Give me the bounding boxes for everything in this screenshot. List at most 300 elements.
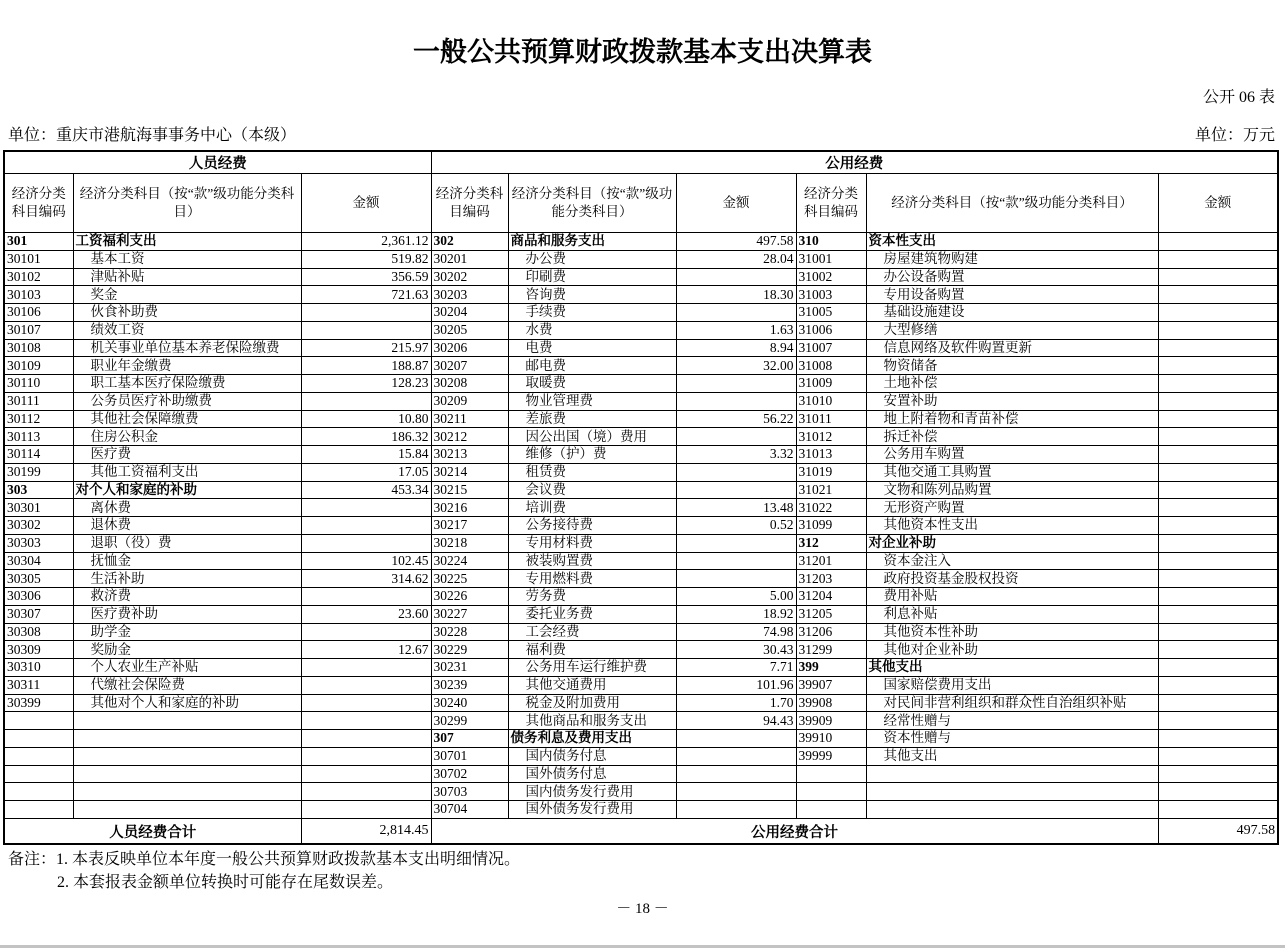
code-cell: 30308 [4, 623, 73, 641]
amount-cell [1158, 801, 1278, 819]
col-header-amount-3: 金额 [1158, 174, 1278, 233]
code-cell: 39909 [796, 712, 866, 730]
subject-cell: 国外债务付息 [508, 765, 676, 783]
amount-cell [676, 747, 796, 765]
subject-cell: 经常性赠与 [866, 712, 1158, 730]
col-header-code-2: 经济分类科目编码 [431, 174, 508, 233]
code-cell: 39907 [796, 676, 866, 694]
code-cell [796, 783, 866, 801]
code-cell: 30206 [431, 339, 508, 357]
amount-cell [1158, 304, 1278, 322]
code-cell: 30301 [4, 499, 73, 517]
code-cell: 30106 [4, 304, 73, 322]
amount-cell [1158, 250, 1278, 268]
subject-cell: 其他交通费用 [508, 676, 676, 694]
subject-cell: 其他支出 [866, 747, 1158, 765]
subject-cell [73, 801, 301, 819]
subject-cell: 其他社会保障缴费 [73, 410, 301, 428]
amount-cell: 188.87 [301, 357, 431, 375]
subject-cell [73, 730, 301, 748]
subject-cell: 专用材料费 [508, 534, 676, 552]
amount-cell [1158, 517, 1278, 535]
subject-cell: 委托业务费 [508, 605, 676, 623]
subject-cell: 债务利息及费用支出 [508, 730, 676, 748]
code-cell: 30101 [4, 250, 73, 268]
code-cell: 31008 [796, 357, 866, 375]
code-cell: 30307 [4, 605, 73, 623]
subject-cell: 工会经费 [508, 623, 676, 641]
code-cell [4, 765, 73, 783]
amount-cell [301, 623, 431, 641]
page-number: － 18 － [616, 901, 669, 917]
amount-cell [301, 801, 431, 819]
code-cell: 302 [431, 233, 508, 251]
subject-cell [866, 783, 1158, 801]
code-cell: 31003 [796, 286, 866, 304]
amount-cell: 94.43 [676, 712, 796, 730]
subject-cell: 水费 [508, 321, 676, 339]
subject-cell: 其他支出 [866, 659, 1158, 677]
code-cell: 30201 [431, 250, 508, 268]
code-cell: 39908 [796, 694, 866, 712]
subject-cell: 土地补偿 [866, 375, 1158, 393]
amount-cell: 5.00 [676, 588, 796, 606]
subject-cell: 其他对企业补助 [866, 641, 1158, 659]
amount-cell: 18.30 [676, 286, 796, 304]
subject-cell: 资本性支出 [866, 233, 1158, 251]
code-cell: 31009 [796, 375, 866, 393]
subject-cell [866, 765, 1158, 783]
subject-cell: 个人农业生产补贴 [73, 659, 301, 677]
subject-cell: 手续费 [508, 304, 676, 322]
table-row [4, 410, 1278, 428]
amount-cell: 356.59 [301, 268, 431, 286]
public-group-header: 公用经费 [431, 151, 1278, 174]
amount-cell [1158, 783, 1278, 801]
personnel-total-amount: 2,814.45 [301, 818, 431, 844]
amount-cell: 215.97 [301, 339, 431, 357]
code-cell: 31002 [796, 268, 866, 286]
col-header-subject-3: 经济分类科目（按“款”级功能分类科目） [866, 174, 1158, 233]
subject-cell: 机关事业单位基本养老保险缴费 [73, 339, 301, 357]
code-cell: 30204 [431, 304, 508, 322]
subject-cell: 对个人和家庭的补助 [73, 481, 301, 499]
code-cell: 30227 [431, 605, 508, 623]
code-cell: 31007 [796, 339, 866, 357]
amount-cell: 30.43 [676, 641, 796, 659]
amount-cell: 32.00 [676, 357, 796, 375]
table-row [4, 357, 1278, 375]
table-row [4, 499, 1278, 517]
amount-cell [676, 570, 796, 588]
code-cell: 30207 [431, 357, 508, 375]
subject-cell: 拆迁补偿 [866, 428, 1158, 446]
subject-cell: 物业管理费 [508, 392, 676, 410]
amount-cell [301, 517, 431, 535]
subject-cell: 安置补助 [866, 392, 1158, 410]
subject-cell: 费用补贴 [866, 588, 1158, 606]
amount-cell [676, 428, 796, 446]
amount-cell [301, 304, 431, 322]
table-row [4, 712, 1278, 730]
expenditure-table [3, 150, 1279, 845]
amount-cell [1158, 375, 1278, 393]
col-header-amount-2: 金额 [676, 174, 796, 233]
subject-cell: 绩效工资 [73, 321, 301, 339]
amount-cell [1158, 730, 1278, 748]
subject-cell: 基本工资 [73, 250, 301, 268]
notes-block [8, 848, 520, 894]
code-cell: 30199 [4, 463, 73, 481]
code-cell: 31299 [796, 641, 866, 659]
amount-cell: 18.92 [676, 605, 796, 623]
amount-cell [1158, 765, 1278, 783]
subject-cell: 职业年金缴费 [73, 357, 301, 375]
subject-cell: 培训费 [508, 499, 676, 517]
subject-cell: 大型修缮 [866, 321, 1158, 339]
code-cell: 30208 [431, 375, 508, 393]
subject-cell: 离休费 [73, 499, 301, 517]
subject-cell: 助学金 [73, 623, 301, 641]
code-cell: 39999 [796, 747, 866, 765]
table-row [4, 570, 1278, 588]
subject-cell [73, 712, 301, 730]
subject-cell: 办公设备购置 [866, 268, 1158, 286]
subject-cell: 退休费 [73, 517, 301, 535]
page-title: 一般公共预算财政拨款基本支出决算表 [413, 37, 872, 67]
code-cell: 30212 [431, 428, 508, 446]
subject-cell: 咨询费 [508, 286, 676, 304]
code-cell: 30306 [4, 588, 73, 606]
code-cell: 312 [796, 534, 866, 552]
subject-cell: 因公出国（境）费用 [508, 428, 676, 446]
code-cell: 30305 [4, 570, 73, 588]
subject-cell: 基础设施建设 [866, 304, 1158, 322]
amount-cell: 101.96 [676, 676, 796, 694]
subject-cell: 劳务费 [508, 588, 676, 606]
amount-cell [301, 499, 431, 517]
subject-cell: 房屋建筑物购建 [866, 250, 1158, 268]
note-line-2: 2. 本套报表金额单位转换时可能存在尾数误差。 [57, 874, 394, 891]
code-cell: 30209 [431, 392, 508, 410]
subject-cell: 地上附着物和青苗补偿 [866, 410, 1158, 428]
amount-cell: 28.04 [676, 250, 796, 268]
subject-cell: 无形资产购置 [866, 499, 1158, 517]
code-cell [4, 747, 73, 765]
amount-cell: 497.58 [676, 233, 796, 251]
amount-cell [1158, 552, 1278, 570]
subject-cell [866, 801, 1158, 819]
amount-cell: 23.60 [301, 605, 431, 623]
subject-cell: 奖励金 [73, 641, 301, 659]
amount-cell: 186.32 [301, 428, 431, 446]
subject-cell: 专用燃料费 [508, 570, 676, 588]
code-cell: 31005 [796, 304, 866, 322]
subject-cell [73, 747, 301, 765]
code-cell: 399 [796, 659, 866, 677]
amount-cell [1158, 481, 1278, 499]
code-cell: 30239 [431, 676, 508, 694]
subject-cell: 资本金注入 [866, 552, 1158, 570]
table-row [4, 747, 1278, 765]
subject-cell: 生活补助 [73, 570, 301, 588]
table-row [4, 517, 1278, 535]
amount-cell [301, 765, 431, 783]
code-cell: 30113 [4, 428, 73, 446]
code-cell: 30216 [431, 499, 508, 517]
subject-cell: 伙食补助费 [73, 304, 301, 322]
code-cell: 31201 [796, 552, 866, 570]
amount-cell [1158, 321, 1278, 339]
subject-cell: 专用设备购置 [866, 286, 1158, 304]
totals-row [4, 818, 1278, 844]
amount-cell: 12.67 [301, 641, 431, 659]
subject-cell: 国内债务发行费用 [508, 783, 676, 801]
code-cell: 30108 [4, 339, 73, 357]
amount-cell [1158, 605, 1278, 623]
amount-cell: 2,361.12 [301, 233, 431, 251]
subject-cell: 其他工资福利支出 [73, 463, 301, 481]
subject-cell: 福利费 [508, 641, 676, 659]
amount-cell: 102.45 [301, 552, 431, 570]
code-cell: 307 [431, 730, 508, 748]
table-row [4, 233, 1278, 251]
table-row [4, 428, 1278, 446]
code-cell: 30109 [4, 357, 73, 375]
amount-cell [1158, 676, 1278, 694]
amount-cell [1158, 392, 1278, 410]
amount-cell [676, 730, 796, 748]
table-row [4, 588, 1278, 606]
subject-cell: 印刷费 [508, 268, 676, 286]
code-cell: 30217 [431, 517, 508, 535]
amount-cell: 3.32 [676, 446, 796, 464]
group-header-row [4, 151, 1278, 174]
amount-cell: 453.34 [301, 481, 431, 499]
amount-cell [301, 321, 431, 339]
col-header-code-3: 经济分类科目编码 [796, 174, 866, 233]
code-cell: 39910 [796, 730, 866, 748]
code-cell: 31010 [796, 392, 866, 410]
amount-cell: 1.70 [676, 694, 796, 712]
code-cell: 30114 [4, 446, 73, 464]
amount-cell [1158, 463, 1278, 481]
subject-cell: 其他资本性补助 [866, 623, 1158, 641]
amount-cell: 8.94 [676, 339, 796, 357]
table-code-label: 公开 06 表 [1202, 89, 1275, 106]
code-cell: 31205 [796, 605, 866, 623]
subject-cell: 政府投资基金股权投资 [866, 570, 1158, 588]
subject-cell: 会议费 [508, 481, 676, 499]
code-cell [4, 801, 73, 819]
public-total-label: 公用经费合计 [431, 818, 1158, 844]
note-line-1: 备注：1. 本表反映单位本年度一般公共预算财政拨款基本支出明细情况。 [8, 851, 521, 868]
amount-cell [301, 730, 431, 748]
amount-cell: 17.05 [301, 463, 431, 481]
amount-cell [676, 534, 796, 552]
amount-cell: 13.48 [676, 499, 796, 517]
code-cell [4, 730, 73, 748]
subject-cell: 租赁费 [508, 463, 676, 481]
table-row [4, 286, 1278, 304]
subject-cell: 文物和陈列品购置 [866, 481, 1158, 499]
table-row [4, 676, 1278, 694]
table-row [4, 641, 1278, 659]
code-cell [796, 765, 866, 783]
code-cell: 31204 [796, 588, 866, 606]
subject-cell: 国内债务付息 [508, 747, 676, 765]
code-cell: 30225 [431, 570, 508, 588]
amount-cell: 74.98 [676, 623, 796, 641]
table-row [4, 250, 1278, 268]
subject-cell: 税金及附加费用 [508, 694, 676, 712]
table-row [4, 694, 1278, 712]
code-cell: 30311 [4, 676, 73, 694]
code-cell [796, 801, 866, 819]
subject-cell: 对企业补助 [866, 534, 1158, 552]
subject-cell: 退职（役）费 [73, 534, 301, 552]
table-row [4, 463, 1278, 481]
table-row [4, 765, 1278, 783]
amount-cell: 7.71 [676, 659, 796, 677]
subject-cell: 公务接待费 [508, 517, 676, 535]
col-header-code-1: 经济分类科目编码 [4, 174, 73, 233]
subject-cell: 电费 [508, 339, 676, 357]
amount-cell [301, 659, 431, 677]
amount-cell [1158, 233, 1278, 251]
table-row [4, 605, 1278, 623]
amount-cell [301, 694, 431, 712]
personnel-group-header: 人员经费 [4, 151, 431, 174]
subject-cell: 其他商品和服务支出 [508, 712, 676, 730]
subject-cell: 利息补贴 [866, 605, 1158, 623]
amount-cell [676, 783, 796, 801]
table-row [4, 446, 1278, 464]
subject-cell: 抚恤金 [73, 552, 301, 570]
subject-cell [73, 765, 301, 783]
amount-cell: 15.84 [301, 446, 431, 464]
code-cell: 30202 [431, 268, 508, 286]
code-cell: 31006 [796, 321, 866, 339]
code-cell [4, 712, 73, 730]
code-cell: 30102 [4, 268, 73, 286]
amount-cell [1158, 268, 1278, 286]
code-cell: 30213 [431, 446, 508, 464]
table-row [4, 730, 1278, 748]
table-row [4, 659, 1278, 677]
code-cell: 31022 [796, 499, 866, 517]
amount-cell [301, 676, 431, 694]
subject-cell: 救济费 [73, 588, 301, 606]
subject-cell: 奖金 [73, 286, 301, 304]
code-cell: 30205 [431, 321, 508, 339]
code-cell: 30214 [431, 463, 508, 481]
code-cell: 30110 [4, 375, 73, 393]
amount-cell [301, 783, 431, 801]
org-unit-label: 单位：重庆市港航海事事务中心（本级） [8, 127, 297, 144]
subject-cell: 医疗费补助 [73, 605, 301, 623]
subject-cell: 职工基本医疗保险缴费 [73, 375, 301, 393]
code-cell: 31013 [796, 446, 866, 464]
code-cell: 30704 [431, 801, 508, 819]
amount-cell [676, 463, 796, 481]
amount-cell [1158, 446, 1278, 464]
code-cell: 31021 [796, 481, 866, 499]
amount-cell [301, 392, 431, 410]
subject-cell: 商品和服务支出 [508, 233, 676, 251]
code-cell: 30215 [431, 481, 508, 499]
col-header-subject-1: 经济分类科目（按“款”级功能分类科目） [73, 174, 301, 233]
amount-cell [1158, 694, 1278, 712]
column-header-row [4, 174, 1278, 233]
amount-cell: 519.82 [301, 250, 431, 268]
code-cell: 303 [4, 481, 73, 499]
subject-cell: 物资储备 [866, 357, 1158, 375]
subject-cell [73, 783, 301, 801]
code-cell: 31203 [796, 570, 866, 588]
subject-cell: 医疗费 [73, 446, 301, 464]
code-cell: 31012 [796, 428, 866, 446]
amount-cell [301, 747, 431, 765]
amount-cell [301, 588, 431, 606]
amount-cell [1158, 747, 1278, 765]
subject-cell: 差旅费 [508, 410, 676, 428]
amount-cell [1158, 712, 1278, 730]
amount-cell [1158, 428, 1278, 446]
amount-cell: 1.63 [676, 321, 796, 339]
table-row [4, 801, 1278, 819]
code-cell: 310 [796, 233, 866, 251]
amount-cell [676, 765, 796, 783]
money-unit-label: 单位：万元 [1194, 127, 1275, 144]
amount-cell [1158, 357, 1278, 375]
subject-cell: 其他资本性支出 [866, 517, 1158, 535]
code-cell: 30702 [431, 765, 508, 783]
code-cell: 30399 [4, 694, 73, 712]
subject-cell: 对民间非营利组织和群众性自治组织补贴 [866, 694, 1158, 712]
subject-cell: 其他对个人和家庭的补助 [73, 694, 301, 712]
code-cell: 31099 [796, 517, 866, 535]
code-cell: 30240 [431, 694, 508, 712]
subject-cell: 信息网络及软件购置更新 [866, 339, 1158, 357]
subject-cell: 国家赔偿费用支出 [866, 676, 1158, 694]
code-cell: 31206 [796, 623, 866, 641]
subject-cell: 代缴社会保险费 [73, 676, 301, 694]
table-row [4, 552, 1278, 570]
code-cell: 30703 [431, 783, 508, 801]
code-cell: 30226 [431, 588, 508, 606]
code-cell: 30211 [431, 410, 508, 428]
amount-cell [1158, 641, 1278, 659]
subject-cell: 国外债务发行费用 [508, 801, 676, 819]
col-header-subject-2: 经济分类科目（按“款”级功能分类科目） [508, 174, 676, 233]
amount-cell [1158, 623, 1278, 641]
table-row [4, 623, 1278, 641]
table-row [4, 339, 1278, 357]
amount-cell: 128.23 [301, 375, 431, 393]
amount-cell [676, 552, 796, 570]
col-header-amount-1: 金额 [301, 174, 431, 233]
code-cell: 30228 [431, 623, 508, 641]
code-cell: 30203 [431, 286, 508, 304]
code-cell: 31019 [796, 463, 866, 481]
amount-cell [676, 304, 796, 322]
code-cell: 31011 [796, 410, 866, 428]
personnel-total-label: 人员经费合计 [4, 818, 301, 844]
code-cell: 31001 [796, 250, 866, 268]
amount-cell [1158, 339, 1278, 357]
table-row [4, 268, 1278, 286]
